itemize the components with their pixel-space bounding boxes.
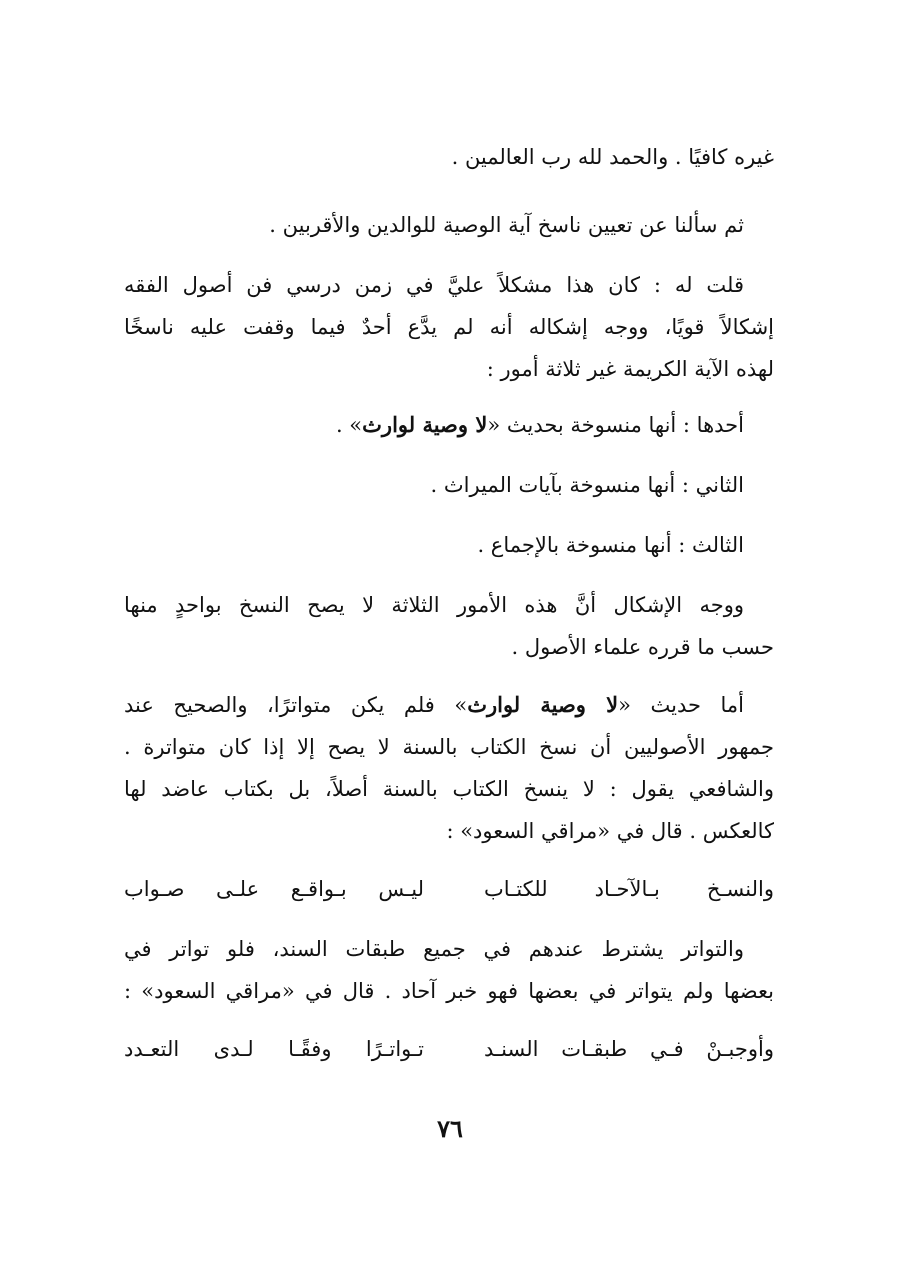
text-line: غيره كافيًا . والحمد لله رب العالمين .	[451, 145, 774, 169]
text-line: إشكالاً قويًا، ووجه إشكاله أنه لم يدَّع أحدٌ فيما وقفت عليه ناسخًا	[124, 315, 774, 339]
text-line: حسب ما قرره علماء الأصول .	[511, 635, 774, 659]
text-line	[124, 688, 774, 722]
text-run: أحدها : أنها منسوخة بحديث «	[487, 413, 744, 437]
text-line: قلت له : كان هذا مشكلاً عليَّ في زمن درسي فن أصول الفقه	[124, 273, 744, 297]
text-line: جمهور الأصوليين أن نسخ الكتاب بالسنة لا يصح إلا إذا كان متواترة .	[124, 735, 774, 759]
hadith-quote: لا وصية لوارث	[362, 412, 488, 437]
text-line: كالعكس . قال في «مراقي السعود» :	[446, 819, 774, 843]
verse-second-hemistich: ليـس بـواقـع علـى صـواب	[124, 877, 424, 901]
text-run: » .	[335, 413, 363, 437]
page-number: ٧٦	[437, 1114, 463, 1143]
text-line: الثالث : أنها منسوخة بالإجماع .	[477, 533, 744, 557]
verse-first-hemistich: وأوجبـنْ فـي طبقـات السنـد	[484, 1037, 774, 1061]
text-line: الثاني : أنها منسوخة بآيات الميراث .	[430, 473, 744, 497]
verse-first-hemistich: والنسـخ بـالآحـاد للكتـاب	[484, 877, 774, 901]
text-line: والتواتر يشترط عندهم في جميع طبقات السند، فلو تواتر في	[124, 937, 744, 961]
text-line: ثم سألنا عن تعيين ناسخ آية الوصية للوالدين والأقربين .	[269, 213, 744, 237]
hadith-quote: لا وصية لوارث	[467, 692, 619, 717]
text-run: » فلم يكن متواترًا، والصحيح عند	[124, 693, 468, 717]
text-line: والشافعي يقول : لا ينسخ الكتاب بالسنة أصلاً، بل بكتاب عاضد لها	[124, 777, 774, 801]
text-line: ووجه الإشكال أنَّ هذه الأمور الثلاثة لا يصح النسخ بواحدٍ منها	[124, 593, 744, 617]
text-line: بعضها ولم يتواتر في بعضها فهو خبر آحاد . قال في «مراقي السعود» :	[124, 979, 774, 1003]
poem-verse	[124, 1032, 774, 1066]
verse-second-hemistich: تـواتـرًا وفقًـا لـدى التعـدد	[124, 1037, 424, 1061]
text-run: أما حديث «	[618, 693, 744, 717]
text-line	[336, 408, 774, 442]
text-line: لهذه الآية الكريمة غير ثلاثة أمور :	[486, 357, 774, 381]
poem-verse	[124, 872, 774, 906]
